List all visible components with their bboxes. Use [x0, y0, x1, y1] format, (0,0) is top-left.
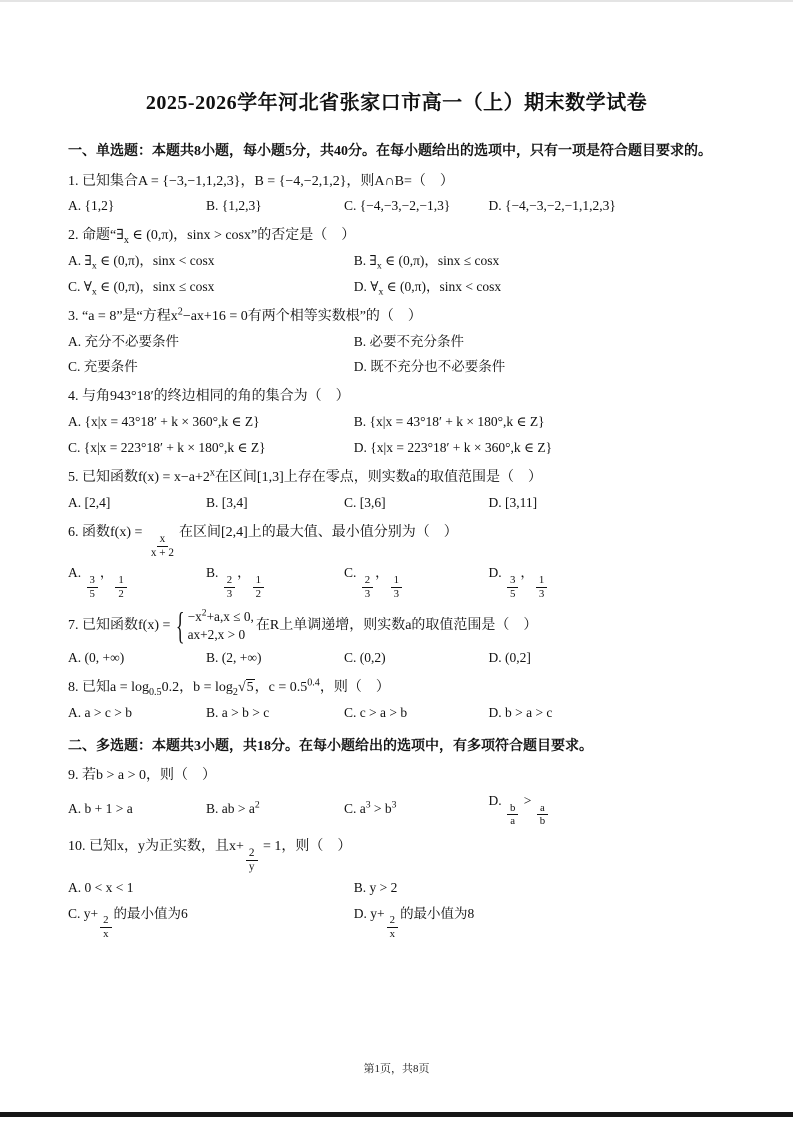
option: C. y+ $\frac{2}{x}$ 的最小值为6 [68, 905, 188, 940]
question-stem: 9. 若b > a > 0，则（ ） [68, 768, 217, 784]
question-8 [68, 677, 725, 724]
option-list [68, 412, 725, 459]
fraction: $\frac{a}{b}$ [537, 802, 548, 828]
option: C. (0,2) [343, 650, 386, 666]
option-list [68, 251, 725, 298]
question-1 [68, 171, 725, 218]
fraction: $\frac{2}{x}$ [387, 914, 398, 940]
question-4 [68, 386, 725, 459]
option: C. 充要条件 [68, 359, 138, 375]
fraction: $\frac{1}{3}$ [536, 574, 547, 600]
option-list [68, 878, 725, 941]
fraction: $\frac{b}{a}$ [507, 802, 518, 828]
option: D. {−4,−3,−2,−1,1,2,3} [488, 198, 616, 214]
option: D. (0,2] [488, 650, 531, 666]
fraction: $\frac{2}{x}$ [100, 914, 111, 940]
option: A. 0 < x < 1 [68, 879, 134, 895]
option: B. $\exists_x$ ∈ (0,π)，sinx ≤ cosx [353, 252, 500, 272]
question-stem: 7. 已知函数f(x) = { $-x^2+a,x \le 0$, ax+2,x > 0 在R上单调递增，则实数a的取值范围是（ ） [68, 608, 725, 644]
option: B. ab > $a^2$ [205, 799, 260, 816]
question-stem: 4. 与角943°18′的终边相同的角的集合为（ ） [68, 389, 350, 405]
option: A. $\exists_x$ ∈ (0,π)，sinx < cosx [68, 252, 215, 272]
option: D. {x|x = 223°18′ + k × 360°,k ∈ Z} [353, 439, 553, 455]
fraction: $\frac{1}{2}$ [253, 574, 264, 600]
option: A. [2,4] [68, 494, 111, 510]
question-9 [68, 765, 725, 827]
option: A. {x|x = 43°18′ + k × 360°,k ∈ Z} [68, 414, 260, 430]
option: C. [3,6] [343, 494, 386, 510]
option: B. a > b > c [205, 704, 270, 720]
question-7 [68, 604, 725, 669]
option: B. {1,2,3} [205, 198, 262, 214]
question-stem: 2. 命题“$\exists_x$ ∈ (0,π)，sinx > cosx”的否定是（ ） [68, 228, 356, 247]
option: C. {x|x = 223°18′ + k × 180°,k ∈ Z} [68, 439, 266, 455]
option: D. $\frac{3}{5}$ ， $\frac{1}{3}$ [488, 563, 725, 600]
question-stem: 8. 已知$a = \log_{0.5}0.2$，$b = \log_2√5$，$c = 0.5^{0.4}$，则（ ） [68, 677, 390, 698]
option: B. $\frac{2}{3}$ ， $\frac{1}{2}$ [206, 563, 344, 600]
question-stem: 6. 函数f(x) = $\frac{x}{x + 2}$ 在区间[2,4]上的最大值、最小值分别为（ ） [68, 524, 458, 559]
option: A. a > c > b [68, 704, 132, 720]
option: B. [3,4] [205, 494, 248, 510]
question-stem: 1. 已知集合A = {−3,−1,1,2,3}，B = {−4,−2,1,2}，则A∩B=（ ） [68, 173, 454, 189]
section-header: 二、多选题：本题共3小题，共18分。在每小题给出的选项中，有多项符合题目要求。 [68, 738, 593, 754]
page-bottom-edge [0, 1112, 793, 1117]
option-list [68, 563, 725, 600]
question-6 [68, 522, 725, 601]
option-list [68, 196, 725, 217]
fraction: $\frac{1}{2}$ [115, 574, 126, 600]
fraction: $\frac{2}{y}$ [246, 847, 258, 874]
option-list [68, 791, 725, 828]
option: D. $\frac{b}{a}$ > $\frac{a}{b}$ [488, 791, 725, 828]
page-title: 2025-2026学年河北省张家口市高一（上）期末数学试卷 [145, 92, 648, 114]
option: B. {x|x = 43°18′ + k × 180°,k ∈ Z} [353, 414, 545, 430]
option: B. 必要不充分条件 [353, 333, 465, 349]
option-list [68, 648, 725, 669]
piecewise-function: { $-x^2+a,x \le 0$, ax+2,x > 0 [176, 608, 254, 644]
question-stem: 5. 已知函数$f(x) = x-a+2^x$在区间[1,3]上存在零点，则实数a的取值范围是（ ） [68, 467, 542, 485]
fraction: $\frac{2}{3}$ [224, 574, 235, 600]
fraction: $\frac{3}{5}$ [87, 574, 98, 600]
option: B. y > 2 [353, 879, 398, 895]
option: D. b > a > c [488, 704, 553, 720]
option: A. b + 1 > a [68, 800, 133, 816]
option: C. c > a > b [343, 704, 408, 720]
option: A. (0, +∞) [68, 650, 125, 666]
page-footer: 第1页，共8页 [363, 1063, 430, 1075]
content [0, 115, 793, 940]
fraction: $\frac{x}{x + 2}$ [150, 532, 174, 559]
option: C. $\forall_x$ ∈ (0,π)，sinx ≤ cosx [68, 278, 215, 298]
option: A. 充分不必要条件 [68, 333, 179, 349]
question-3 [68, 306, 725, 379]
option: A. $\frac{3}{5}$ ， $\frac{1}{2}$ [68, 563, 206, 600]
option-list [68, 332, 725, 379]
section-header: 一、单选题：本题共8小题，每小题5分，共40分。在每小题给出的选项中，只有一项是符合题目要求的。 [68, 144, 712, 159]
fraction: $\frac{1}{3}$ [391, 574, 402, 600]
fraction: $\frac{2}{3}$ [362, 574, 373, 600]
option: C. $a^3 > b^3$ [343, 799, 397, 816]
page-top-edge [0, 0, 793, 2]
option: D. $\forall_x$ ∈ (0,π)，sinx < cosx [353, 278, 502, 298]
question-stem: 10. 已知x，y为正实数，且x+ $\frac{2}{y}$ = 1，则（ ） [68, 838, 352, 873]
option: C. {−4,−3,−2,−1,3} [343, 198, 451, 214]
option-list [68, 703, 725, 724]
option: D. 既不充分也不必要条件 [353, 359, 506, 375]
option-list [68, 493, 725, 514]
fraction: $\frac{3}{5}$ [507, 574, 518, 600]
option: D. [3,11] [488, 494, 538, 510]
square-root: √5 [237, 679, 254, 695]
option: D. y+ $\frac{2}{x}$ 的最小值为8 [353, 905, 475, 940]
cases-brace: { [175, 604, 185, 647]
question-5 [68, 467, 725, 514]
question-10 [68, 836, 725, 941]
question-stem: 3. “a = 8”是“方程$x^2-ax+16 = 0$有两个相等实数根”的（ ） [68, 306, 422, 324]
option: B. (2, +∞) [205, 650, 262, 666]
option: C. $\frac{2}{3}$ ， $\frac{1}{3}$ [344, 563, 489, 600]
question-2 [68, 225, 725, 298]
option: A. {1,2} [68, 198, 115, 214]
